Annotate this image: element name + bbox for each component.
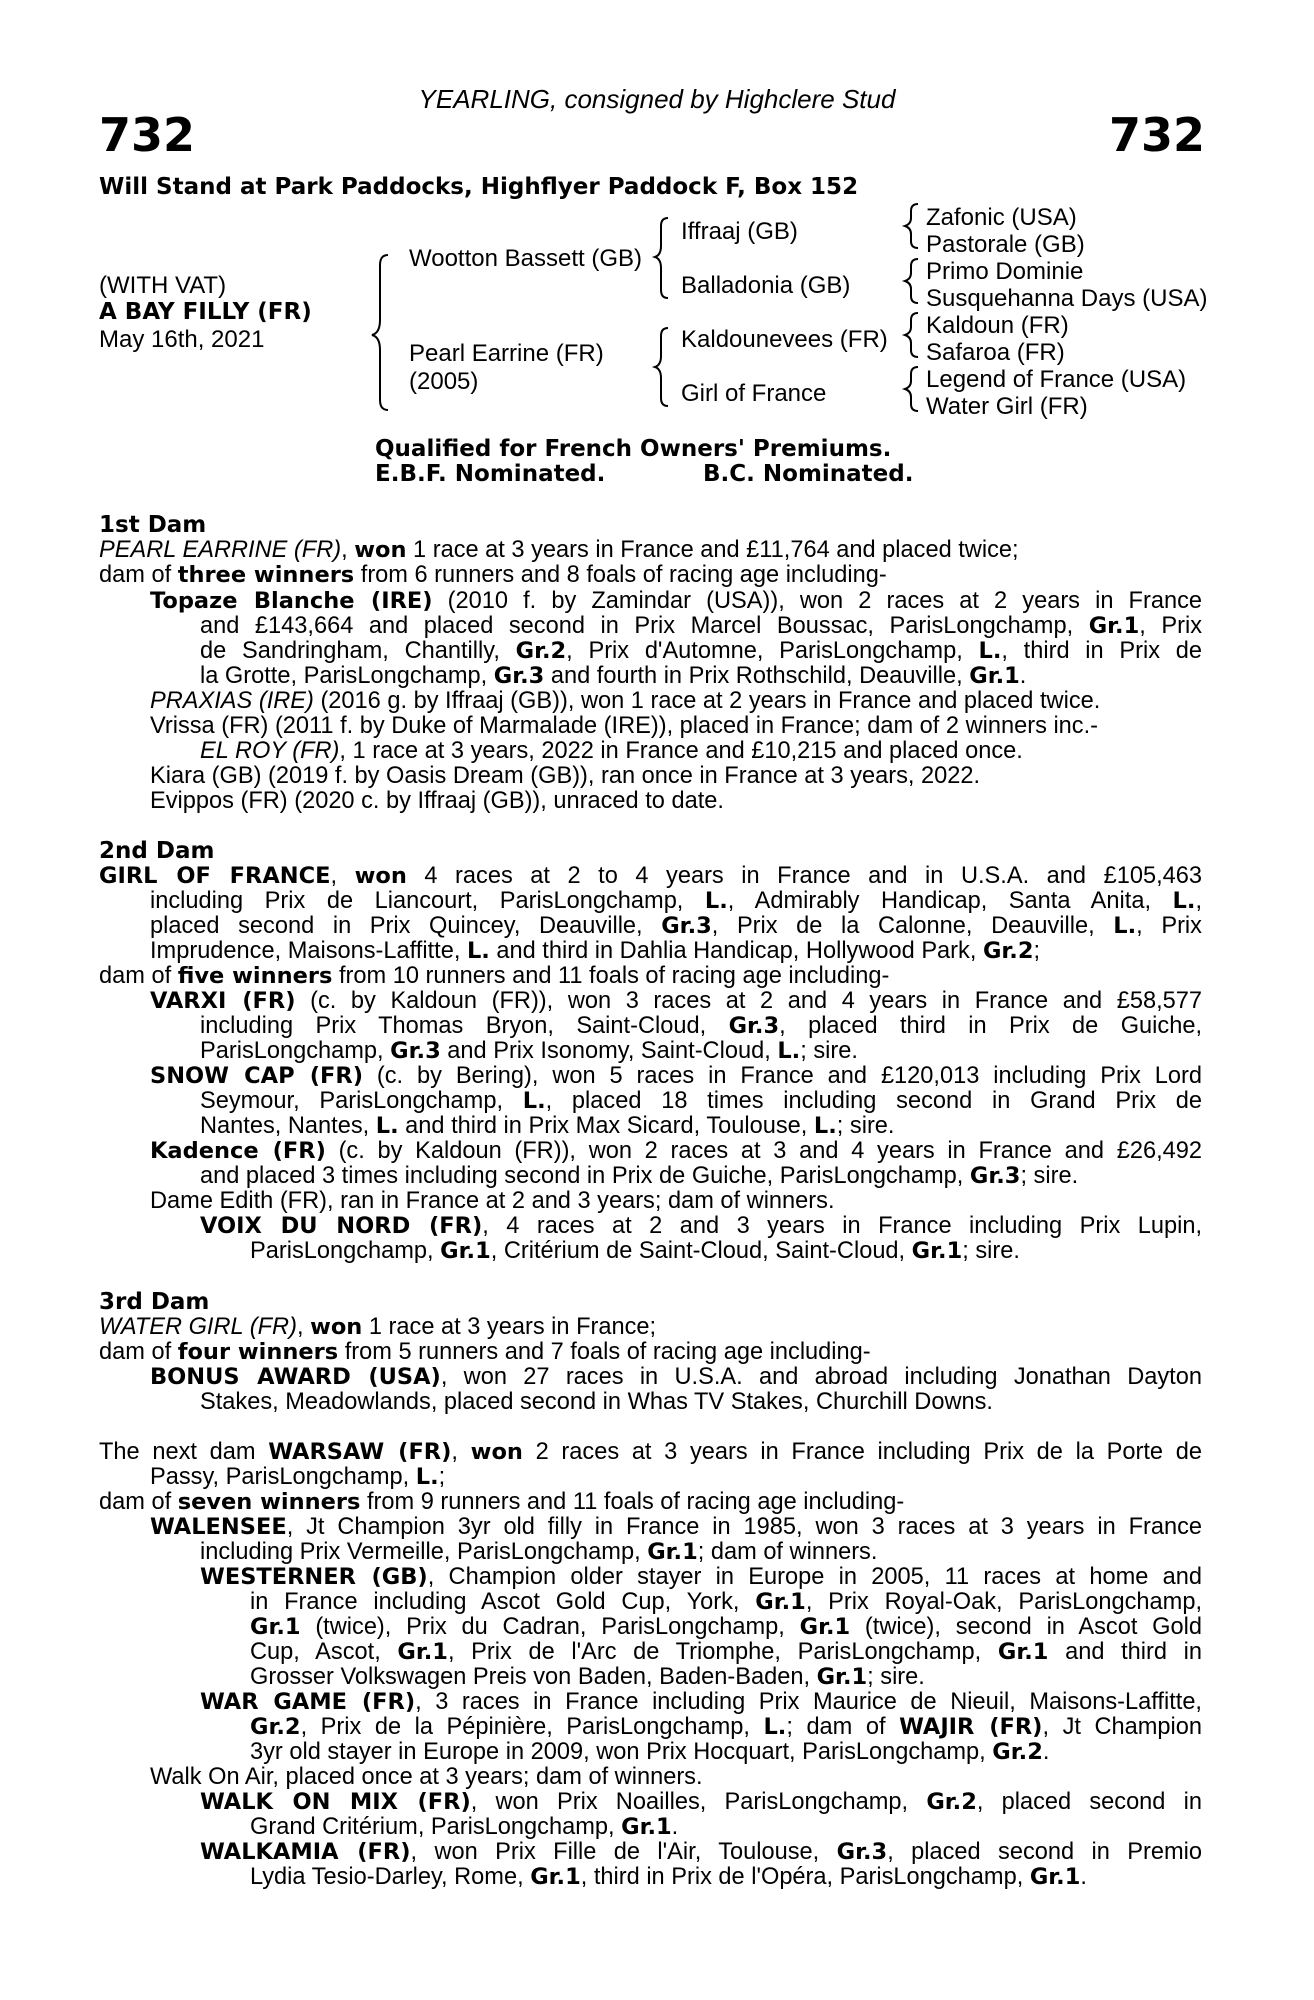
first-dam-line: PRAXIAS (IRE) (2016 g. by Iffraaj (GB)), won 1 race at 2 years in France and placed twice.: [150, 688, 1101, 714]
third-dam-line: WATER GIRL (FR), won 1 race at 3 years in France;: [99, 1314, 657, 1340]
next-dam-line: WESTERNER (GB), Champion older stayer in Europe in 2005, 11 races at home and: [200, 1564, 1202, 1590]
second-dam-line: Dame Edith (FR), ran in France at 2 and 3 years; dam of winners.: [150, 1188, 835, 1214]
first-dam-line: de Sandringham, Chantilly, Gr.2, Prix d'Automne, ParisLongchamp, L., third in Prix de: [200, 638, 1202, 664]
second-dam-line: Seymour, ParisLongchamp, L., placed 18 times including second in Grand Prix de: [200, 1088, 1202, 1114]
ped-sss: Zafonic (USA): [926, 204, 1077, 231]
ped-sdd: Susquehanna Days (USA): [926, 285, 1208, 312]
second-dam-line: VARXI (FR) (c. by Kaldoun (FR)), won 3 races at 2 and 4 years in France and £58,577: [150, 988, 1202, 1014]
second-dam-line: placed second in Prix Quincey, Deauville, Gr.3, Prix de la Calonne, Deauville, L., Prix: [150, 913, 1202, 939]
next-dam-line: WALENSEE, Jt Champion 3yr old filly in France in 1985, won 3 races at 3 years in France: [150, 1514, 1202, 1540]
ped-sds: Primo Dominie: [926, 258, 1084, 285]
first-dam-line: EL ROY (FR), 1 race at 3 years, 2022 in France and £10,215 and placed once.: [200, 738, 1023, 764]
first-dam-line: dam of three winners from 6 runners and 8 foals of racing age including-: [99, 562, 887, 588]
second-dam-heading: 2nd Dam: [99, 838, 215, 864]
second-dam-line: including Prix de Liancourt, ParisLongchamp, L., Admirably Handicap, Santa Anita, L.,: [150, 888, 1202, 914]
next-dam-line: The next dam WARSAW (FR), won 2 races at 3 years in France including Prix de la Porte de: [99, 1439, 1202, 1465]
lot-number-right: 732: [1108, 108, 1205, 162]
next-dam-line: 3yr old stayer in Europe in 2009, won Prix Hocquart, ParisLongchamp, Gr.2.: [250, 1739, 1050, 1765]
next-dam-line: WALK ON MIX (FR), won Prix Noailles, ParisLongchamp, Gr.2, placed second in: [200, 1789, 1202, 1815]
horse-name: A BAY FILLY (FR): [99, 299, 312, 325]
lot-number-left: 732: [99, 108, 196, 162]
third-dam-line: BONUS AWARD (USA), won 27 races in U.S.A. and abroad including Jonathan Dayton: [150, 1364, 1202, 1390]
third-dam-heading: 3rd Dam: [99, 1289, 210, 1315]
second-dam-line: ParisLongchamp, Gr.1, Critérium de Saint-Cloud, Saint-Cloud, Gr.1; sire.: [250, 1238, 1020, 1264]
bc-note: B.C. Nominated.: [703, 461, 914, 487]
ped-dsd: Safaroa (FR): [926, 339, 1065, 366]
sire-name: Wootton Bassett (GB): [409, 245, 642, 272]
dam-name: Pearl Earrine (FR): [409, 340, 604, 367]
next-dam-line: dam of seven winners from 9 runners and 11 foals of racing age including-: [99, 1489, 905, 1515]
first-dam-heading: 1st Dam: [99, 512, 207, 538]
ped-dds: Legend of France (USA): [926, 366, 1187, 393]
first-dam-line: la Grotte, ParisLongchamp, Gr.3 and fourth in Prix Rothschild, Deauville, Gr.1.: [200, 663, 1027, 689]
next-dam-line: Gr.1 (twice), Prix du Cadran, ParisLongchamp, Gr.1 (twice), second in Ascot Gold: [250, 1614, 1203, 1640]
next-dam-line: Grand Critérium, ParisLongchamp, Gr.1.: [250, 1814, 679, 1840]
next-dam-line: Grosser Volkswagen Preis von Baden, Baden-Baden, Gr.1; sire.: [250, 1664, 925, 1690]
dam-year: (2005): [409, 368, 479, 395]
second-dam-line: Imprudence, Maisons-Laffitte, L. and third in Dahlia Handicap, Hollywood Park, Gr.2;: [150, 938, 1041, 964]
second-dam-line: ParisLongchamp, Gr.3 and Prix Isonomy, Saint-Cloud, L.; sire.: [200, 1038, 858, 1064]
ped-ddd: Water Girl (FR): [926, 393, 1088, 420]
ped-dss: Kaldoun (FR): [926, 312, 1069, 339]
third-dam-line: Stakes, Meadowlands, placed second in Whas TV Stakes, Churchill Downs.: [200, 1389, 993, 1415]
dam-sire: Kaldounevees (FR): [681, 326, 888, 353]
second-dam-line: and placed 3 times including second in Prix de Guiche, ParisLongchamp, Gr.3; sire.: [200, 1163, 1079, 1189]
first-dam-line: Kiara (GB) (2019 f. by Oasis Dream (GB)), ran once in France at 3 years, 2022.: [150, 763, 981, 789]
lot-subtitle: YEARLING, consigned by Highclere Stud: [418, 84, 896, 114]
second-dam-line: GIRL OF FRANCE, won 4 races at 2 to 4 years in France and in U.S.A. and £105,463: [99, 863, 1202, 889]
ped-ssd: Pastorale (GB): [926, 231, 1085, 258]
second-dam-line: including Prix Thomas Bryon, Saint-Cloud, Gr.3, placed third in Prix de Guiche,: [200, 1013, 1203, 1039]
second-dam-line: dam of five winners from 10 runners and 11 foals of racing age including-: [99, 963, 890, 989]
first-dam-line: PEARL EARRINE (FR), won 1 race at 3 years in France and £11,764 and placed twice;: [99, 537, 1019, 563]
second-dam-line: Kadence (FR) (c. by Kaldoun (FR)), won 2 races at 3 and 4 years in France and £26,492: [150, 1138, 1202, 1164]
next-dam-line: Lydia Tesio-Darley, Rome, Gr.1, third in Prix de l'Opéra, ParisLongchamp, Gr.1.: [250, 1864, 1087, 1890]
sire-dam: Balladonia (GB): [681, 272, 851, 299]
second-dam-line: Nantes, Nantes, L. and third in Prix Max Sicard, Toulouse, L.; sire.: [200, 1113, 895, 1139]
next-dam-line: Passy, ParisLongchamp, L.;: [150, 1464, 446, 1490]
next-dam-line: WALKAMIA (FR), won Prix Fille de l'Air, Toulouse, Gr.3, placed second in Premio: [200, 1839, 1202, 1865]
ebf-note: E.B.F. Nominated.: [375, 461, 606, 487]
next-dam-line: including Prix Vermeille, ParisLongchamp, Gr.1; dam of winners.: [200, 1539, 878, 1565]
second-dam-line: VOIX DU NORD (FR), 4 races at 2 and 3 years in France including Prix Lupin,: [200, 1213, 1202, 1239]
sire-sire: Iffraaj (GB): [681, 218, 798, 245]
first-dam-line: and £143,664 and placed second in Prix Marcel Boussac, ParisLongchamp, Gr.1, Prix: [200, 613, 1202, 639]
premiums-note: Qualified for French Owners' Premiums.: [375, 436, 892, 462]
vat-note: (WITH VAT): [99, 272, 227, 299]
next-dam-line: in France including Ascot Gold Cup, York, Gr.1, Prix Royal-Oak, ParisLongchamp,: [250, 1589, 1203, 1615]
first-dam-line: Vrissa (FR) (2011 f. by Duke of Marmalade (IRE)), placed in France; dam of 2 winners inc.-: [150, 713, 1099, 739]
next-dam-line: WAR GAME (FR), 3 races in France including Prix Maurice de Nieuil, Maisons-Laffitte,: [200, 1689, 1202, 1715]
next-dam-line: Cup, Ascot, Gr.1, Prix de l'Arc de Triomphe, ParisLongchamp, Gr.1 and third in: [250, 1639, 1202, 1665]
first-dam-line: Evippos (FR) (2020 c. by Iffraaj (GB)), unraced to date.: [150, 788, 724, 814]
next-dam-line: Gr.2, Prix de la Pépinière, ParisLongchamp, L.; dam of WAJIR (FR), Jt Champion: [250, 1714, 1202, 1740]
third-dam-line: dam of four winners from 5 runners and 7 foals of racing age including-: [99, 1339, 871, 1365]
second-dam-line: SNOW CAP (FR) (c. by Bering), won 5 races in France and £120,013 including Prix Lord: [150, 1063, 1203, 1089]
next-dam-line: Walk On Air, placed once at 3 years; dam of winners.: [150, 1764, 703, 1790]
dam-dam: Girl of France: [681, 380, 827, 407]
foaling-date: May 16th, 2021: [99, 326, 265, 353]
stand-location: Will Stand at Park Paddocks, Highflyer Paddock F, Box 152: [99, 174, 859, 200]
first-dam-line: Topaze Blanche (IRE) (2010 f. by Zamindar (USA)), won 2 races at 2 years in France: [150, 588, 1202, 614]
